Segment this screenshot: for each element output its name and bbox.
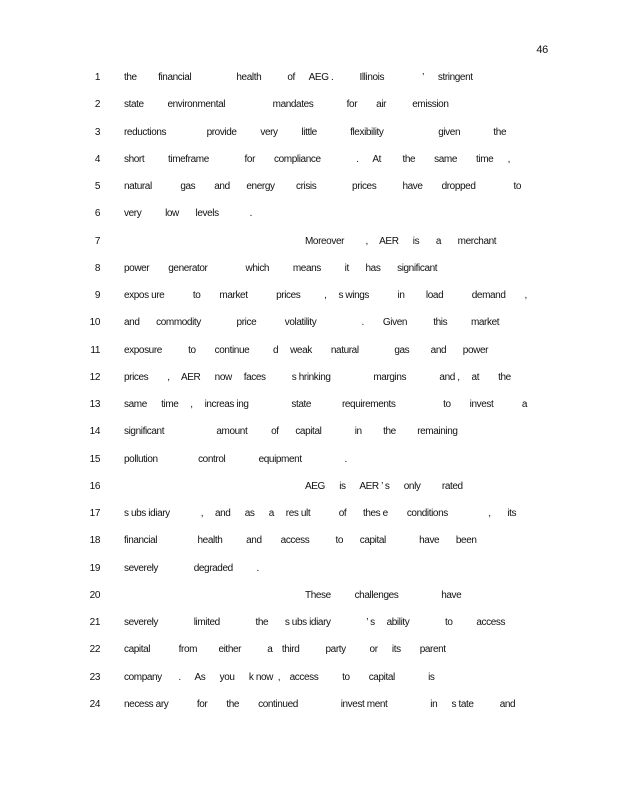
line-number: 21 (89, 617, 100, 628)
line-text: significant amount of capital in the remaining (124, 426, 458, 438)
line-text: expos ure to market prices , s wings in load demand , (124, 290, 527, 301)
line-number: 10 (89, 317, 100, 329)
transcript-line (0, 345, 618, 361)
transcript-line (0, 563, 618, 579)
line-text: pollution control equipment . (124, 453, 347, 465)
line-number: 12 (89, 371, 100, 383)
line-number: 1 (94, 72, 100, 83)
line-text: severely degraded . (124, 562, 259, 574)
line-number: 23 (89, 671, 100, 683)
transcript-line (0, 454, 618, 470)
line-text: short timeframe for compliance . At the same time , (124, 153, 510, 165)
transcript-line (0, 290, 618, 306)
transcript-line (0, 72, 618, 88)
line-text: reductions provide very little flexibility given the (124, 126, 507, 138)
line-number: 2 (94, 99, 100, 111)
transcript-line (0, 617, 618, 633)
line-number: 14 (89, 426, 100, 438)
line-number: 13 (89, 399, 100, 410)
transcript-line (0, 154, 618, 170)
page-number: 46 (536, 44, 548, 56)
line-text: capital from either a third party or its parent (124, 644, 446, 656)
line-number: 22 (89, 644, 100, 656)
transcript-line (0, 317, 618, 333)
transcript-line (0, 481, 618, 497)
line-number: 3 (94, 126, 100, 138)
transcript-line (0, 508, 618, 524)
transcript-line (0, 535, 618, 551)
line-text: AEG is AER ’ s only rated (305, 480, 463, 492)
line-text: state environmental mandates for air emission (124, 99, 449, 111)
line-text: power generator which means it has significant (124, 262, 438, 274)
transcript-line (0, 127, 618, 143)
line-number: 9 (94, 290, 100, 301)
line-text: and commodity price volatility . Given this market (124, 317, 500, 329)
line-text: the financial health of AEG . Illinois ’ stringent (124, 72, 473, 83)
line-text: necess ary for the continued invest ment in s tate and (124, 698, 516, 710)
transcript-line (0, 236, 618, 252)
line-number: 24 (89, 698, 100, 710)
line-text: exposure to continue d weak natural gas and power (124, 344, 489, 356)
transcript-line (0, 99, 618, 115)
transcript-line (0, 590, 618, 606)
line-number: 8 (94, 262, 100, 274)
line-number: 4 (94, 153, 100, 165)
line-text: natural gas and energy crisis prices have dropped to (124, 181, 522, 192)
line-number: 5 (94, 181, 100, 192)
line-number: 16 (89, 480, 100, 492)
line-text: prices , AER now faces s hrinking margins and , at the (124, 371, 511, 383)
transcript-line (0, 372, 618, 388)
line-text: same time , increas ing state requirements to invest a (124, 399, 528, 410)
line-text: severely limited the s ubs idiary ’ s ability to access (124, 617, 506, 628)
transcript-line (0, 672, 618, 688)
line-text: company . As you k now , access to capital is (124, 671, 435, 683)
line-text: These challenges have (305, 589, 462, 601)
transcript-line (0, 699, 618, 715)
line-text: s ubs idiary , and as a res ult of thes e conditions , its (124, 508, 517, 519)
line-number: 18 (89, 535, 100, 547)
transcript-line (0, 644, 618, 660)
line-number: 20 (89, 589, 100, 601)
line-text: Moreover , AER is a merchant (305, 235, 497, 247)
line-text: financial health and access to capital have been (124, 535, 477, 547)
transcript-line (0, 399, 618, 415)
transcript-line (0, 208, 618, 224)
transcript-line (0, 181, 618, 197)
line-number: 17 (89, 508, 100, 519)
transcript-line (0, 426, 618, 442)
line-number: 19 (89, 562, 100, 574)
line-number: 6 (94, 208, 100, 220)
line-number: 15 (89, 453, 100, 465)
transcript-line (0, 263, 618, 279)
line-number: 11 (90, 344, 100, 356)
line-text: very low levels . (124, 208, 252, 220)
line-number: 7 (94, 235, 100, 247)
